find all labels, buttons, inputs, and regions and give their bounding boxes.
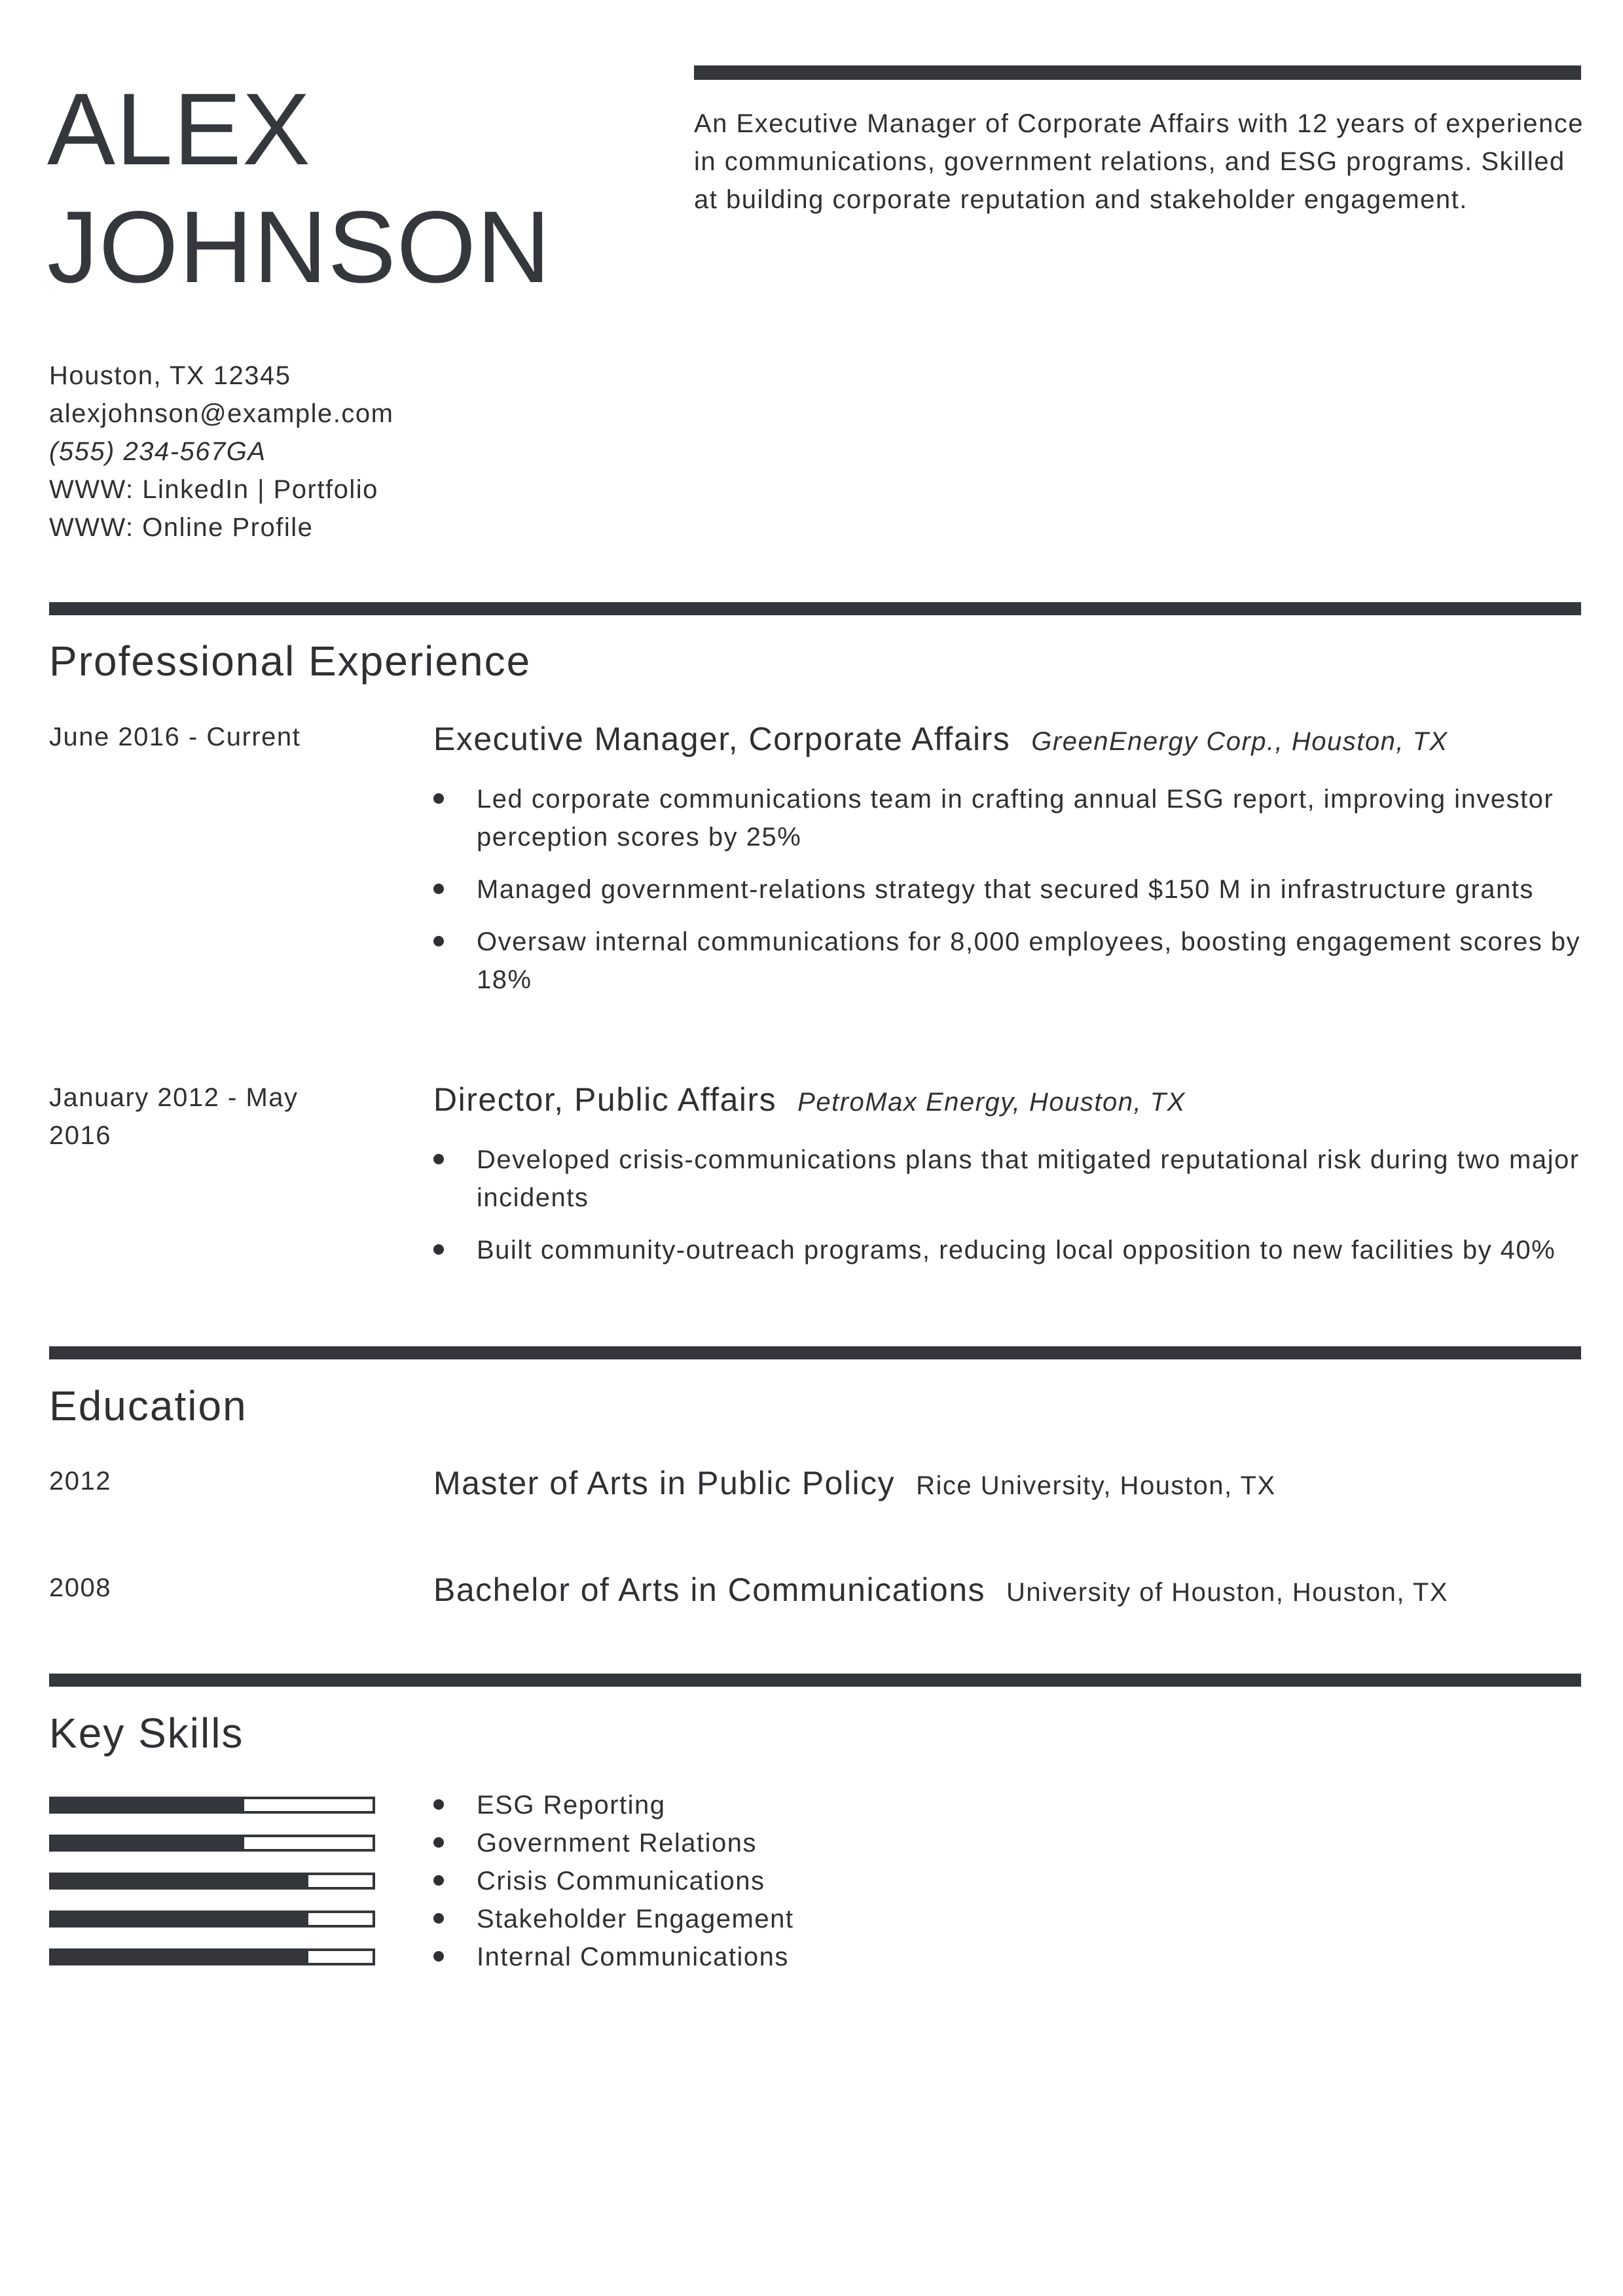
job-bullets [433,1141,1586,1283]
job-header [433,1081,1186,1119]
summary-divider [694,65,1581,80]
skill-meter-fill [52,1951,308,1963]
bullet-icon [433,1875,444,1886]
contact-address: Houston, TX 12345 [49,361,291,390]
job-bullets [433,780,1586,1013]
summary-text: An Executive Manager of Corporate Affairs with 12 years of experience in communications, government relations, and ESG programs. Skilled at building corporate reputation and stakeholder engagement. [694,109,1584,214]
job-title: Director, Public Affairs [433,1081,777,1118]
job-title: Executive Manager, Corporate Affairs [433,721,1011,757]
list-item: Led corporate communications team in crafting annual ESG report, improving investor perception scores by 25% [433,780,1586,856]
bullet-icon [433,884,444,894]
contact-web-links[interactable]: WWW: LinkedIn | Portfolio [49,475,378,504]
list-item: Stakeholder Engagement [433,1900,1586,1938]
education-entry [433,1464,1276,1502]
degree-title: Bachelor of Arts in Communications [433,1571,986,1608]
bullet-icon [433,1913,444,1924]
bullet-icon [433,936,444,946]
education-year: 2008 [49,1573,111,1602]
education-year: 2012 [49,1467,111,1496]
skill-meter-fill [52,1837,244,1849]
skills-divider [49,1674,1581,1687]
list-item: Developed crisis-communications plans that mitigated reputational risk during two major incidents [433,1141,1586,1217]
skills-list [433,1786,1586,1976]
bullet-icon [433,1244,444,1255]
list-item: Internal Communications [433,1938,1586,1976]
skills-section-title: Key Skills [49,1710,244,1757]
job-dates: January 2012 - May 2016 [49,1083,299,1150]
job-org: GreenEnergy Corp., Houston, TX [1031,727,1448,756]
list-item: ESG Reporting [433,1786,1586,1824]
first-name: ALEX [47,73,311,187]
list-item: Crisis Communications [433,1862,1586,1900]
bullet-icon [433,1799,444,1810]
bullet-icon [433,1837,444,1848]
contact-phone: (555) 234-567GA [49,437,266,466]
job-org: PetroMax Energy, Houston, TX [797,1088,1186,1117]
institution: Rice University, Houston, TX [916,1471,1276,1500]
list-item: Built community-outreach programs, reducing local opposition to new facilities by 40% [433,1231,1586,1269]
bullet-icon [433,1154,444,1164]
list-item: Managed government-relations strategy that secured $150 M in infrastructure grants [433,870,1586,908]
experience-divider [49,602,1581,615]
contact-web-profile[interactable]: WWW: Online Profile [49,513,314,542]
skill-meter [49,1948,375,1965]
skill-meter [49,1910,375,1928]
list-item: Oversaw internal communications for 8,000 employees, boosting engagement scores by 18% [433,923,1586,999]
last-name: JOHNSON [47,190,551,304]
skill-meter-fill [52,1913,308,1925]
contact-email[interactable]: alexjohnson@example.com [49,399,394,428]
skill-meter [49,1873,375,1890]
job-dates: June 2016 - Current [49,723,301,751]
list-item: Government Relations [433,1824,1586,1862]
bullet-icon [433,1951,444,1962]
education-entry [433,1571,1448,1609]
skill-meter [49,1797,375,1814]
institution: University of Houston, Houston, TX [1006,1578,1449,1607]
education-section-title: Education [49,1382,247,1429]
degree-title: Master of Arts in Public Policy [433,1465,896,1501]
job-header [433,720,1448,758]
skill-meter [49,1835,375,1852]
bullet-icon [433,793,444,804]
education-divider [49,1346,1581,1359]
experience-section-title: Professional Experience [49,637,532,685]
skill-meter-fill [52,1875,308,1887]
skill-meter-fill [52,1799,244,1811]
